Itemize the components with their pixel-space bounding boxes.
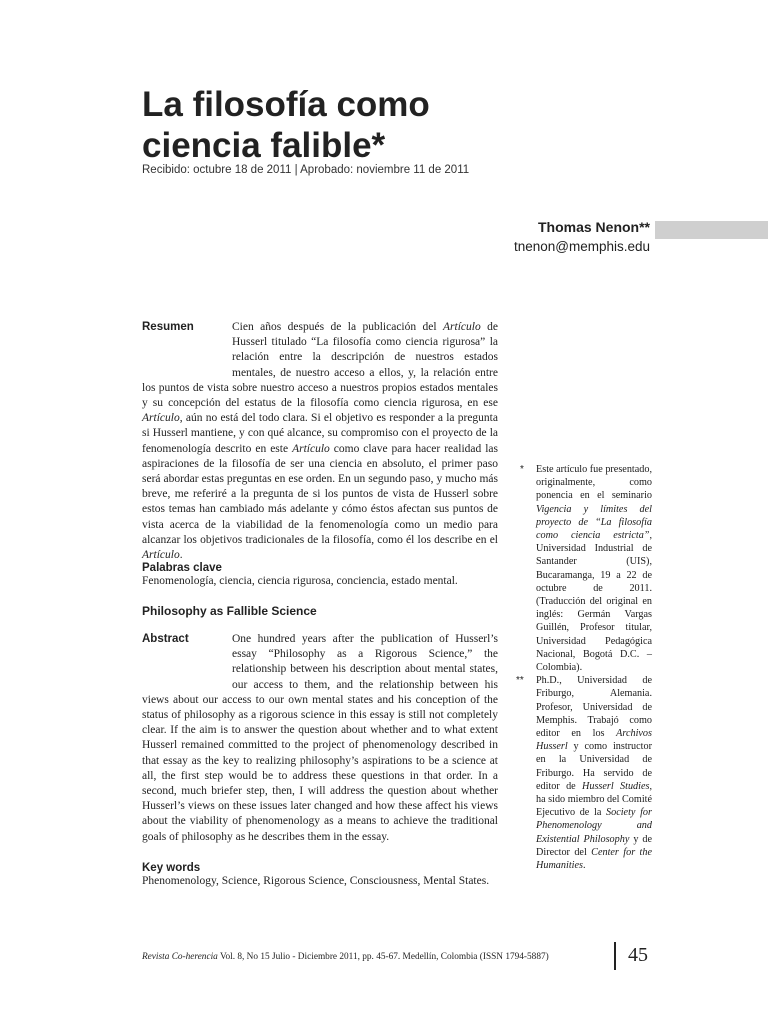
author-name: Thomas Nenon** [537,219,650,235]
author-email: tnenon@memphis.edu [513,239,650,254]
resumen-text-4: como clave para hacer realidad las aspiraciones de la filosofía de ser una ciencia en absoluto, el primer paso será abordar estas preguntas en ese orden. En un segundo paso, y mucho más breve, me referiré a la pregunta de si los puntos de vista de Husserl sobre estos temas han cambiado más adelante y cómo éstos afectan sus puntos de vista acerca de la viabilidad de la fenomenología como un medio para alcanzar los objetivos tradicionales de la filosofía, como él los describe en el [142,442,499,546]
footnotes-column [516,463,653,872]
palabras-clave-text: Fenomenología, ciencia, ciencia rigurosa, conciencia, estado mental. [142,575,458,587]
key-words-label: Key words [142,862,201,874]
footnote-2-text-b: y como instructor en la Universidad de Friburgo. Ha servido de editor de [536,741,652,792]
palabras-clave-section [142,562,498,589]
footnote-2-text-e: . [582,860,586,872]
journal-name: Revista Co-herencia [142,952,218,962]
resumen-text-2: de Husserl titulado “La filosofía como ciencia rigurosa” la relación entre la descripción de nuestros estados mentales, de nuestro acceso a ellos, y, la relación entre los puntos de vista sobre nuestro acceso a nuestros propios estados mentales y su concepción del estatus de la filosofía como ciencia rigurosa, en ese [142,321,498,410]
author-gray-band [655,221,768,239]
footnote-1-text-a: Este artículo fue presentado, originalmente, como ponencia en el seminario [536,464,652,502]
received-approved-dates: Recibido: octubre 18 de 2011 | Aprobado: noviembre 11 de 2011 [142,164,470,176]
english-title: Philosophy as Fallible Science [142,604,317,618]
footnote-2-mark: ** [516,675,524,687]
resumen-text-3: , aún no está del todo clara. Si el objetivo es responder a la pregunta si Husserl mantiene, y con qué alcance, su compromiso con el proyecto de la fenomenología descrito en este [142,412,498,455]
footnote-2 [516,674,653,872]
key-words-section [142,862,498,889]
footnote-1-mark: * [520,464,524,475]
footnote-2-text-a: Ph.D., Universidad de Friburgo, Alemania. Profesor, Universidad de Memphis. Trabajó como editor en los [536,675,652,740]
abstract-text: One hundred years after the publication of Husserl’s essay “Philosophy as a Rigorous Science,” the relationship between his description about mental states, our access to them, and the relationship between his views about our access to our own mental states and his conception of the status of philosophy as a rigorous science in this essay is still not completely clear. If the aim is to answer the question about whether and to what extent Husserl remained committed to the project of phenomenology described in that essay as the key to realizing philosophy’s aspirations to be a science at all, the first step would be to address these questions in that order. In a second, much briefer step, then, I will address the question about whether Husserl’s views on these issues later changed and how these affect his views about the viability of phenomenology as a means to achieve the traditional goals of philosophy as he describes them in the essay. [142,633,498,843]
resumen-italic-4: Artículo [142,549,180,562]
resumen-label: Resumen [142,321,194,333]
resumen-italic-3: Artículo [292,442,330,455]
footnote-2-text-d: y de Director del [536,833,652,858]
citation-details: Vol. 8, No 15 Julio - Diciembre 2011, pp. 45-67. Medellín, Colombia (ISSN 1794-5887) [217,952,549,962]
footnote-1-text-b: , Universidad Industrial de Santander (UIS), Bucaramanga, 19 a 22 de octubre de 2011. (Traducción del original en inglés: Germán Vargas Guillén, Profesor titular, Universidad Pedagógica Nacional, Bogotá D.C. – Colombia). [536,530,652,674]
resumen-text-1: Cien años después de la publicación del [232,321,444,333]
footnote-2-italic-4: Center for the Humanities [536,846,653,872]
resumen-section [142,320,498,563]
journal-citation [142,952,612,962]
resumen-italic-2: Artículo [142,412,180,425]
footnote-1 [520,463,652,674]
footnote-2-italic-3: Society for Phenomenology and Existential Philosophy [536,807,652,845]
title-line-1: La filosofía como [142,85,430,124]
key-words-text: Phenomenology, Science, Rigorous Science, Consciousness, Mental States. [142,875,490,887]
palabras-clave-label: Palabras clave [142,562,222,574]
footnote-2-text-c: , ha sido miembro del Comité Ejecutivo de la [536,780,653,819]
article-title [142,84,622,166]
footnote-2-italic-1: Archivos Husserl [536,728,652,753]
footnote-2-italic-2: Husserl Studies [582,780,650,792]
abstract-section [142,632,498,845]
abstract-label: Abstract [142,633,189,645]
resumen-text-5: . [179,549,183,562]
page-number: 45 [628,944,648,966]
footer-divider [614,942,616,970]
resumen-italic-1: Artículo [443,321,481,333]
footnote-1-italic: Vigencia y límites del proyecto de “La filosofía como ciencia estricta” [536,503,652,542]
title-line-2: ciencia falible* [142,126,386,165]
